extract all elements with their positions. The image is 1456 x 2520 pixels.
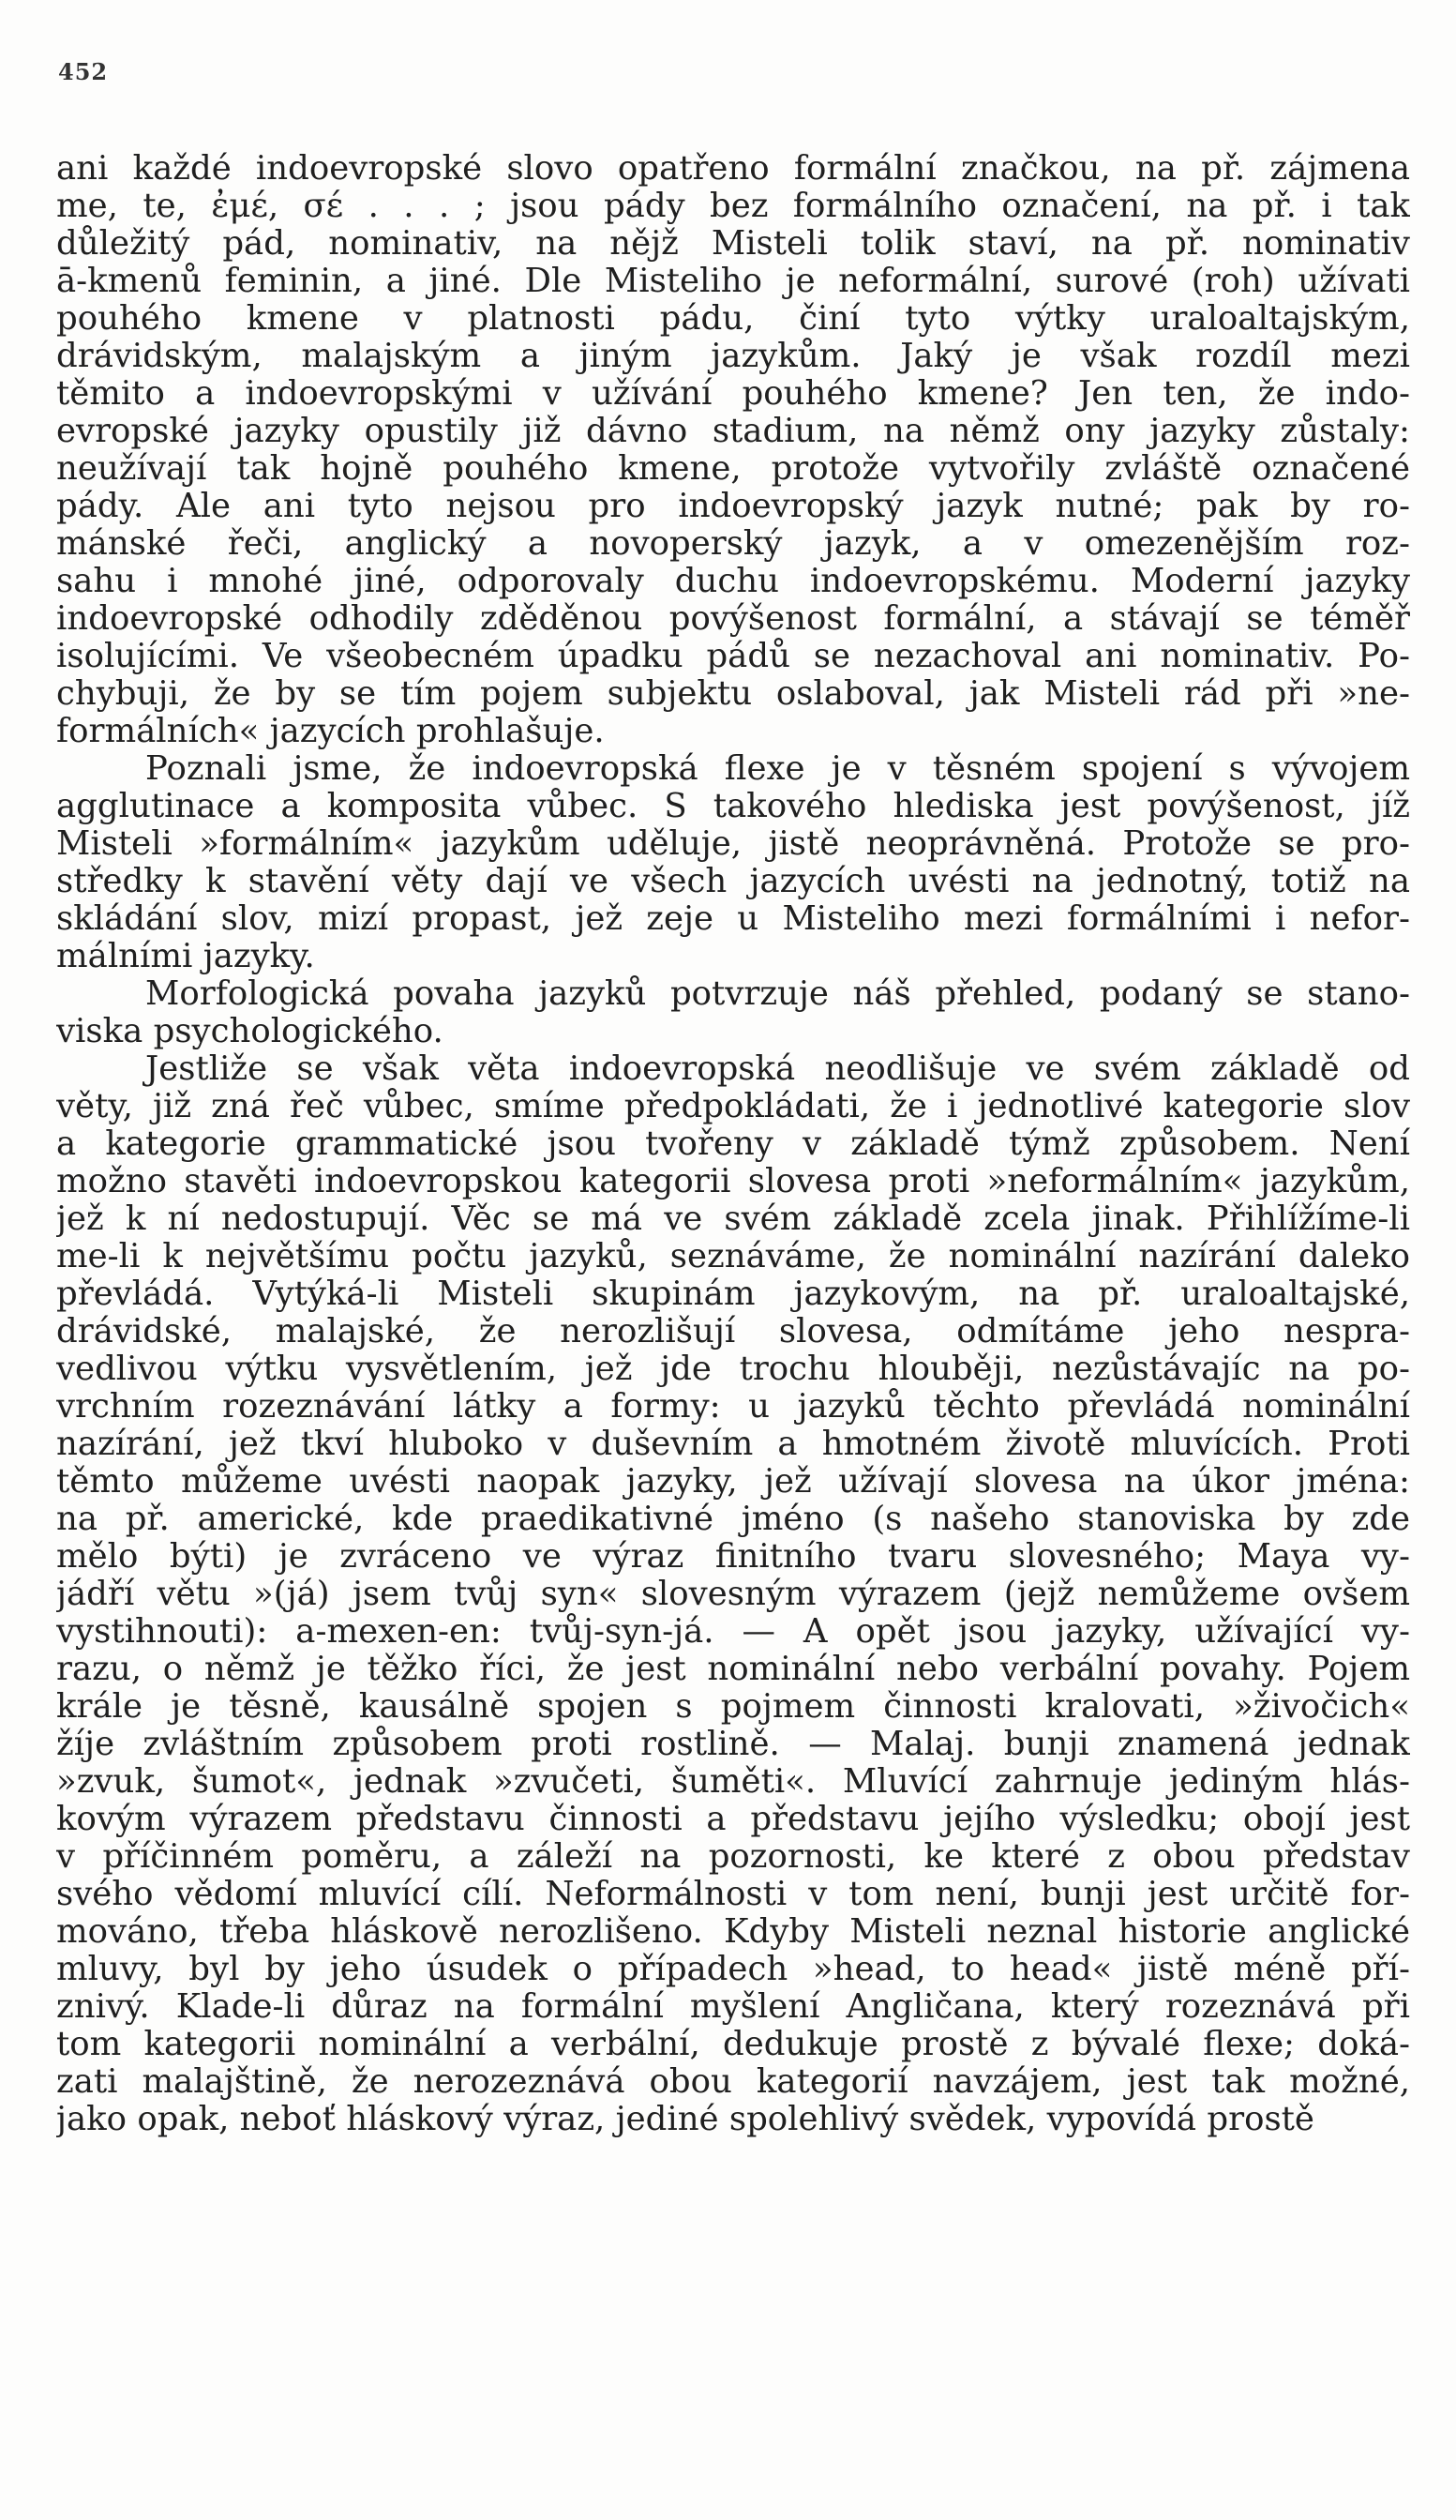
text-line: v příčinném poměru, a záleží na pozornosti, ke které z obou představ	[56, 1838, 1410, 1876]
text-line: me, te, ἐμέ, σέ . . . ; jsou pády bez formálního označení, na př. i tak	[56, 188, 1410, 225]
text-line: skládání slov, mizí propast, jež zeje u Misteliho mezi formálními i nefor-	[56, 900, 1410, 938]
text-line: a kategorie grammatické jsou tvořeny v základě týmž způsobem. Není	[56, 1125, 1410, 1163]
text-line: jako opak, neboť hláskový výraz, jediné spolehlivý svědek, vypovídá prostě	[56, 2101, 1314, 2138]
text-line: razu, o němž je těžko říci, že jest nominální nebo verbální povahy. Pojem	[56, 1651, 1410, 1688]
text-line: drávidským, malajským a jiným jazykům. Jaký je však rozdíl mezi	[56, 338, 1410, 375]
text-line: viska psychologického.	[56, 1013, 443, 1050]
text-line: indoevropské odhodily zděděnou povýšenost formální, a stávají se téměř	[56, 600, 1410, 638]
text-line: svého vědomí mluvící cílí. Neformálnosti v tom není, bunji jest určitě for-	[56, 1876, 1410, 1913]
text-line: Misteli »formálním« jazykům uděluje, jistě neoprávněná. Protože se pro-	[56, 825, 1410, 863]
paragraph	[56, 975, 1410, 1050]
text-line: málními jazyky.	[56, 938, 315, 975]
text-line: krále je těsně, kausálně spojen s pojmem činnosti kralovati, »živočich«	[56, 1688, 1410, 1726]
paragraph	[56, 1050, 1410, 2138]
text-line: jež k ní nedostupují. Věc se má ve svém základě zcela jinak. Přihlížíme-li	[56, 1200, 1410, 1238]
text-line: věty, již zná řeč vůbec, smíme předpokládati, že i jednotlivé kategorie slov	[56, 1088, 1410, 1125]
text-line: středky k stavění věty dají ve všech jazycích uvésti na jednotný, totiž na	[56, 863, 1410, 900]
text-line: vedlivou výtku vysvětlením, jež jde trochu hlouběji, nezůstávajíc na po-	[56, 1351, 1410, 1388]
text-line: zati malajštině, že nerozeznává obou kategorií navzájem, jest tak možné,	[56, 2063, 1410, 2101]
paragraph	[56, 150, 1410, 750]
text-line: sahu i mnohé jiné, odporovaly duchu indoevropskému. Moderní jazyky	[56, 563, 1410, 600]
text-line: Morfologická povaha jazyků potvrzuje náš přehled, podaný se stano-	[145, 975, 1410, 1013]
text-line: převládá. Vytýká-li Misteli skupinám jazykovým, na př. uraloaltajské,	[56, 1275, 1410, 1313]
text-line: evropské jazyky opustily již dávno stadium, na němž ony jazyky zůstaly:	[56, 413, 1410, 450]
text-line: drávidské, malajské, že nerozlišují slovesa, odmítáme jeho nespra-	[56, 1313, 1410, 1351]
text-line: isolujícími. Ve všeobecném úpadku pádů se nezachoval ani nominativ. Po-	[56, 638, 1410, 675]
text-line: Jestliže se však věta indoevropská neodlišuje ve svém základě od	[145, 1050, 1410, 1088]
text-line: neužívají tak hojně pouhého kmene, protože vytvořily zvláště označené	[56, 450, 1410, 488]
text-line: pády. Ale ani tyto nejsou pro indoevropský jazyk nutné; pak by ro-	[56, 488, 1410, 525]
text-line: mělo býti) je zvráceno ve výraz finitního tvaru slovesného; Maya vy-	[56, 1538, 1410, 1576]
text-line: těmto můžeme uvésti naopak jazyky, jež užívají slovesa na úkor jména:	[56, 1463, 1410, 1501]
text-line: důležitý pád, nominativ, na nějž Misteli tolik staví, na př. nominativ	[56, 225, 1410, 263]
text-line: jádří větu »(já) jsem tvůj syn« slovesným výrazem (jejž nemůžeme ovšem	[56, 1576, 1410, 1613]
paragraph	[56, 750, 1410, 975]
text-line: ani každé indoevropské slovo opatřeno formální značkou, na př. zájmena	[56, 150, 1410, 188]
text-line: tom kategorii nominální a verbální, dedukuje prostě z bývalé flexe; doká-	[56, 2026, 1410, 2063]
text-line: agglutinace a komposita vůbec. S takového hlediska jest povýšenost, jíž	[56, 788, 1410, 825]
text-line: těmito a indoevropskými v užívání pouhého kmene? Jen ten, že indo-	[56, 375, 1410, 413]
text-line: žíje zvláštním způsobem proti rostlině. — Malaj. bunji znamená jednak	[56, 1726, 1410, 1763]
text-line: možno stavěti indoevropskou kategorii slovesa proti »neformálním« jazykům,	[56, 1163, 1410, 1200]
text-line: vrchním rozeznávání látky a formy: u jazyků těchto převládá nominální	[56, 1388, 1410, 1426]
text-line: me-li k největšímu počtu jazyků, seznáváme, že nominální nazírání daleko	[56, 1238, 1410, 1275]
page-number: 452	[58, 58, 109, 85]
text-line: znivý. Klade-li důraz na formální myšlení Angličana, který rozeznává při	[56, 1988, 1410, 2026]
text-line: pouhého kmene v platnosti pádu, činí tyto výtky uraloaltajským,	[56, 300, 1410, 338]
text-line: kovým výrazem představu činnosti a představu jejího výsledku; obojí jest	[56, 1801, 1410, 1838]
body-text	[56, 150, 1410, 2138]
text-line: »zvuk, šumot«, jednak »zvučeti, šuměti«. Mluvící zahrnuje jediným hlás-	[56, 1763, 1410, 1801]
text-line: formálních« jazycích prohlašuje.	[56, 713, 605, 750]
text-line: ā-kmenů feminin, a jiné. Dle Misteliho je neformální, surové (roh) užívati	[56, 263, 1410, 300]
text-line: na př. americké, kde praedikativné jméno (s našeho stanoviska by zde	[56, 1501, 1410, 1538]
text-line: vystihnouti): a-mexen-en: tvůj-syn-já. — A opět jsou jazyky, užívající vy-	[56, 1613, 1410, 1651]
text-line: mováno, třeba hláskově nerozlišeno. Kdyby Misteli neznal historie anglické	[56, 1913, 1410, 1951]
text-line: chybuji, že by se tím pojem subjektu oslaboval, jak Misteli rád při »ne-	[56, 675, 1410, 713]
text-line: mluvy, byl by jeho úsudek o případech »head, to head« jistě méně pří-	[56, 1951, 1410, 1988]
text-line: mánské řeči, anglický a novoperský jazyk, a v omezenějším roz-	[56, 525, 1410, 563]
text-line: nazírání, jež tkví hluboko v duševním a hmotném životě mluvících. Proti	[56, 1426, 1410, 1463]
text-line: Poznali jsme, že indoevropská flexe je v těsném spojení s vývojem	[145, 750, 1410, 788]
